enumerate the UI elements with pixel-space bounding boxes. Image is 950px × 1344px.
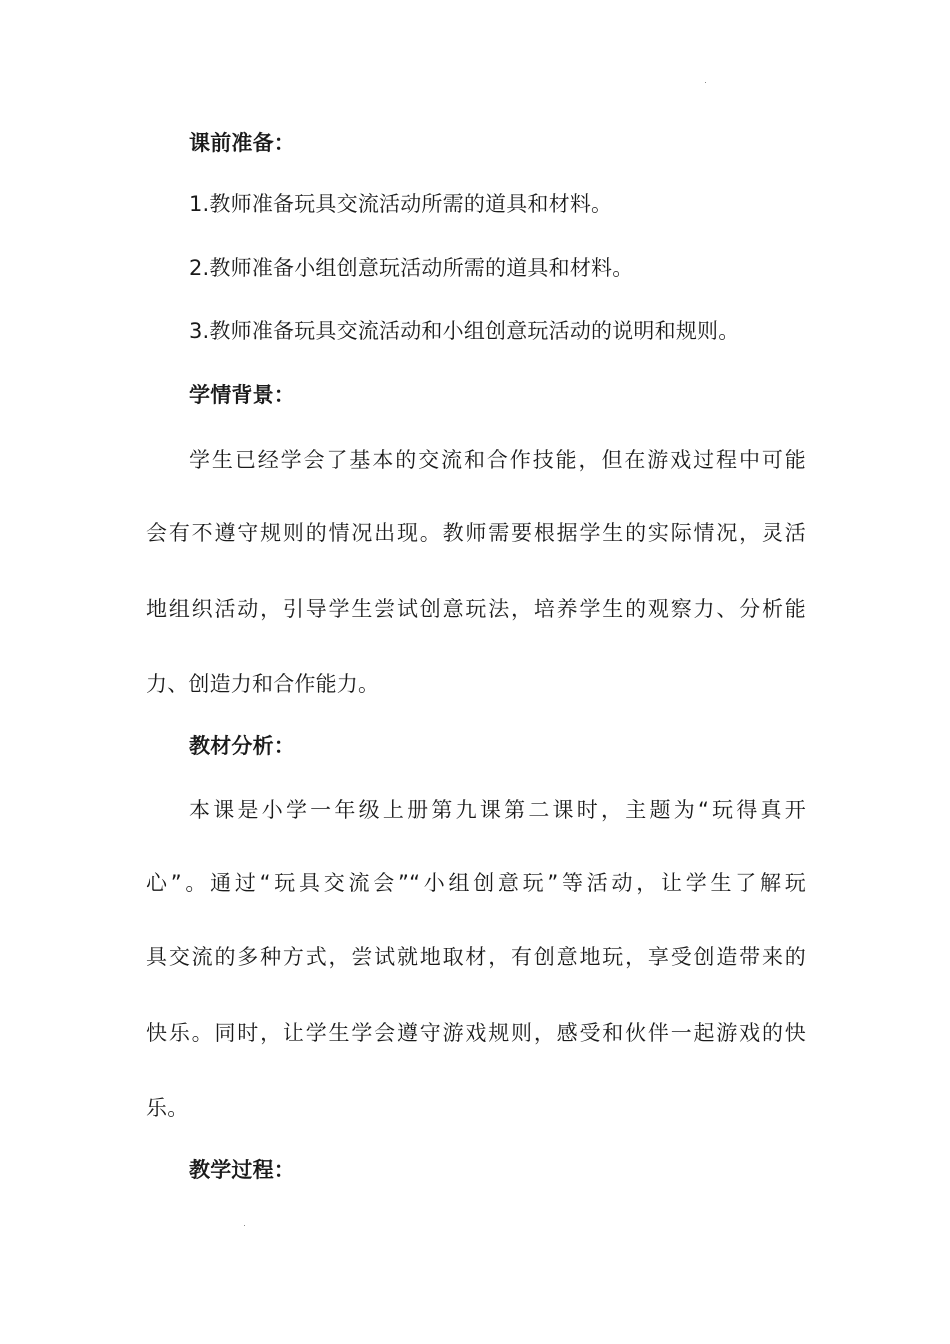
scan-mark — [244, 1225, 245, 1226]
analysis-line-4: 快乐。同时，让学生学会遵守游戏规则，感受和伙伴一起游戏的快 — [146, 1021, 806, 1045]
background-line-4: 力、创造力和合作能力。 — [146, 672, 380, 696]
heading-process: 教学过程： — [189, 1158, 295, 1182]
analysis-line-5: 乐。 — [146, 1096, 189, 1120]
scan-mark — [705, 82, 706, 83]
prep-item-3: 3.教师准备玩具交流活动和小组创意玩活动的说明和规则。 — [189, 319, 740, 343]
background-line-2: 会有不遵守规则的情况出现。教师需要根据学生的实际情况，灵活 — [146, 521, 806, 545]
analysis-line-2: 心”。通过“玩具交流会”“小组创意玩”等活动，让学生了解玩 — [146, 871, 806, 895]
prep-item-2: 2.教师准备小组创意玩活动所需的道具和材料。 — [189, 256, 634, 280]
heading-prep: 课前准备： — [189, 131, 295, 155]
heading-analysis: 教材分析： — [189, 734, 295, 758]
background-line-1: 学生已经学会了基本的交流和合作技能，但在游戏过程中可能 — [189, 448, 806, 472]
heading-background: 学情背景： — [189, 383, 295, 407]
analysis-line-1: 本课是小学一年级上册第九课第二课时，主题为“玩得真开 — [189, 798, 806, 822]
prep-item-1: 1.教师准备玩具交流活动所需的道具和材料。 — [189, 192, 613, 216]
background-line-3: 地组织活动，引导学生尝试创意玩法，培养学生的观察力、分析能 — [146, 597, 806, 621]
analysis-line-3: 具交流的多种方式，尝试就地取材，有创意地玩，享受创造带来的 — [146, 945, 806, 969]
